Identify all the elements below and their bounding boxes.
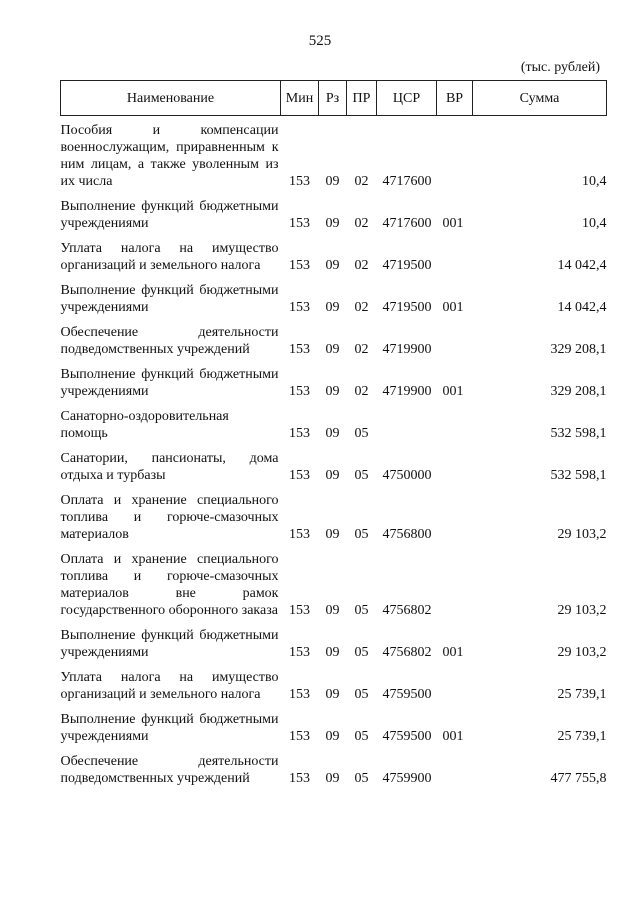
cell-sum: 329 208,1 <box>550 342 607 357</box>
cell-min: 153 <box>289 687 310 702</box>
cell-vr <box>437 747 473 789</box>
cell-sum: 29 103,2 <box>557 645 607 660</box>
cell-min: 153 <box>289 468 310 483</box>
cell-pr: 05 <box>354 426 369 441</box>
header-name: Наименование <box>61 81 281 116</box>
cell-rz: 09 <box>325 645 340 660</box>
table-row <box>61 234 607 276</box>
cell-name: Санатории, пансионаты, дома отдыха и турбазы <box>60 451 279 483</box>
table-row <box>61 444 607 486</box>
cell-csr: 4717600 <box>382 174 432 189</box>
header-pr: ПР <box>347 81 377 116</box>
cell-rz: 09 <box>325 687 340 702</box>
cell-csr: 4759900 <box>382 771 432 786</box>
table-row <box>61 486 607 545</box>
cell-sum: 10,4 <box>582 174 607 189</box>
cell-sum: 29 103,2 <box>557 603 607 618</box>
cell-csr: 4750000 <box>382 468 432 483</box>
cell-name: Выполнение функций бюджетными учреждениями <box>60 628 279 660</box>
cell-name: Оплата и хранение специального топлива и горюче-смазочных материалов вне рамок государственного оборонного заказа <box>60 552 279 618</box>
cell-sum: 25 739,1 <box>557 729 607 744</box>
cell-csr: 4756800 <box>382 527 432 542</box>
cell-csr: 4717600 <box>382 216 432 231</box>
cell-pr: 05 <box>354 527 369 542</box>
cell-min: 153 <box>289 771 310 786</box>
cell-name: Уплата налога на имущество организаций и земельного налога <box>60 241 279 273</box>
cell-sum: 477 755,8 <box>550 771 607 786</box>
cell-pr: 02 <box>354 342 369 357</box>
cell-name: Выполнение функций бюджетными учреждениями <box>60 199 279 231</box>
cell-csr: 4719900 <box>382 384 432 399</box>
cell-vr: 001 <box>442 300 464 315</box>
cell-sum: 25 739,1 <box>557 687 607 702</box>
cell-vr: 001 <box>442 729 464 744</box>
table-row <box>61 318 607 360</box>
table-row <box>61 192 607 234</box>
cell-rz: 09 <box>325 384 340 399</box>
cell-csr <box>377 402 437 444</box>
cell-min: 153 <box>289 300 310 315</box>
header-sum: Сумма <box>473 81 607 116</box>
cell-csr: 4756802 <box>382 645 432 660</box>
table-header-row <box>61 81 607 116</box>
cell-vr: 001 <box>442 216 464 231</box>
cell-min: 153 <box>289 384 310 399</box>
cell-rz: 09 <box>325 527 340 542</box>
cell-min: 153 <box>289 174 310 189</box>
cell-rz: 09 <box>325 174 340 189</box>
cell-vr <box>437 444 473 486</box>
cell-pr: 02 <box>354 258 369 273</box>
cell-vr <box>437 116 473 193</box>
cell-sum: 532 598,1 <box>550 468 607 483</box>
cell-vr <box>437 663 473 705</box>
cell-min: 153 <box>289 527 310 542</box>
cell-name: Обеспечение деятельности подведомственных учреждений <box>60 754 279 786</box>
cell-name: Выполнение функций бюджетными учреждениями <box>60 367 279 399</box>
table-row <box>61 747 607 789</box>
cell-sum: 532 598,1 <box>550 426 607 441</box>
header-rz: Рз <box>319 81 347 116</box>
cell-min: 153 <box>289 645 310 660</box>
table-row <box>61 116 607 193</box>
cell-pr: 02 <box>354 174 369 189</box>
cell-pr: 02 <box>354 384 369 399</box>
cell-min: 153 <box>289 258 310 273</box>
header-vr: ВР <box>437 81 473 116</box>
cell-sum: 329 208,1 <box>550 384 607 399</box>
cell-pr: 05 <box>354 687 369 702</box>
cell-vr <box>437 318 473 360</box>
cell-vr <box>437 234 473 276</box>
cell-pr: 05 <box>354 729 369 744</box>
cell-vr <box>437 545 473 621</box>
table-row <box>61 402 607 444</box>
cell-pr: 02 <box>354 216 369 231</box>
cell-name: Пособия и компенсации военнослужащим, приравненным к ним лицам, а также уволенным из их числа <box>60 123 279 189</box>
cell-pr: 05 <box>354 645 369 660</box>
units-label: (тыс. рублей) <box>520 60 600 75</box>
cell-name: Уплата налога на имущество организаций и земельного налога <box>60 670 279 702</box>
cell-pr: 05 <box>354 603 369 618</box>
cell-csr: 4719500 <box>382 300 432 315</box>
cell-min: 153 <box>289 426 310 441</box>
cell-rz: 09 <box>325 426 340 441</box>
cell-name: Выполнение функций бюджетными учреждениями <box>60 283 279 315</box>
cell-vr: 001 <box>442 645 464 660</box>
cell-csr: 4759500 <box>382 687 432 702</box>
cell-rz: 09 <box>325 258 340 273</box>
cell-min: 153 <box>289 603 310 618</box>
cell-vr <box>437 486 473 545</box>
cell-name: Санаторно-оздоровительная помощь <box>60 409 229 441</box>
cell-csr: 4759500 <box>382 729 432 744</box>
cell-sum: 10,4 <box>582 216 607 231</box>
cell-sum: 14 042,4 <box>557 300 607 315</box>
cell-rz: 09 <box>325 771 340 786</box>
cell-rz: 09 <box>325 468 340 483</box>
cell-min: 153 <box>289 216 310 231</box>
cell-rz: 09 <box>325 216 340 231</box>
budget-table <box>60 80 607 789</box>
table-row <box>61 545 607 621</box>
header-csr: ЦСР <box>377 81 437 116</box>
cell-rz: 09 <box>325 603 340 618</box>
cell-sum: 29 103,2 <box>557 527 607 542</box>
cell-rz: 09 <box>325 300 340 315</box>
cell-sum: 14 042,4 <box>557 258 607 273</box>
page-number: 525 <box>308 33 332 49</box>
cell-vr: 001 <box>442 384 464 399</box>
cell-vr <box>437 402 473 444</box>
header-min: Мин <box>281 81 319 116</box>
cell-name: Обеспечение деятельности подведомственных учреждений <box>60 325 279 357</box>
cell-pr: 05 <box>354 468 369 483</box>
cell-min: 153 <box>289 342 310 357</box>
cell-rz: 09 <box>325 342 340 357</box>
table-row <box>61 621 607 663</box>
table-row <box>61 360 607 402</box>
cell-csr: 4719900 <box>382 342 432 357</box>
cell-rz: 09 <box>325 729 340 744</box>
cell-csr: 4756802 <box>382 603 432 618</box>
table-row <box>61 663 607 705</box>
table-row <box>61 705 607 747</box>
table-row <box>61 276 607 318</box>
cell-csr: 4719500 <box>382 258 432 273</box>
cell-pr: 02 <box>354 300 369 315</box>
cell-min: 153 <box>289 729 310 744</box>
cell-name: Выполнение функций бюджетными учреждениями <box>60 712 279 744</box>
cell-pr: 05 <box>354 771 369 786</box>
cell-name: Оплата и хранение специального топлива и горюче-смазочных материалов <box>60 493 279 542</box>
